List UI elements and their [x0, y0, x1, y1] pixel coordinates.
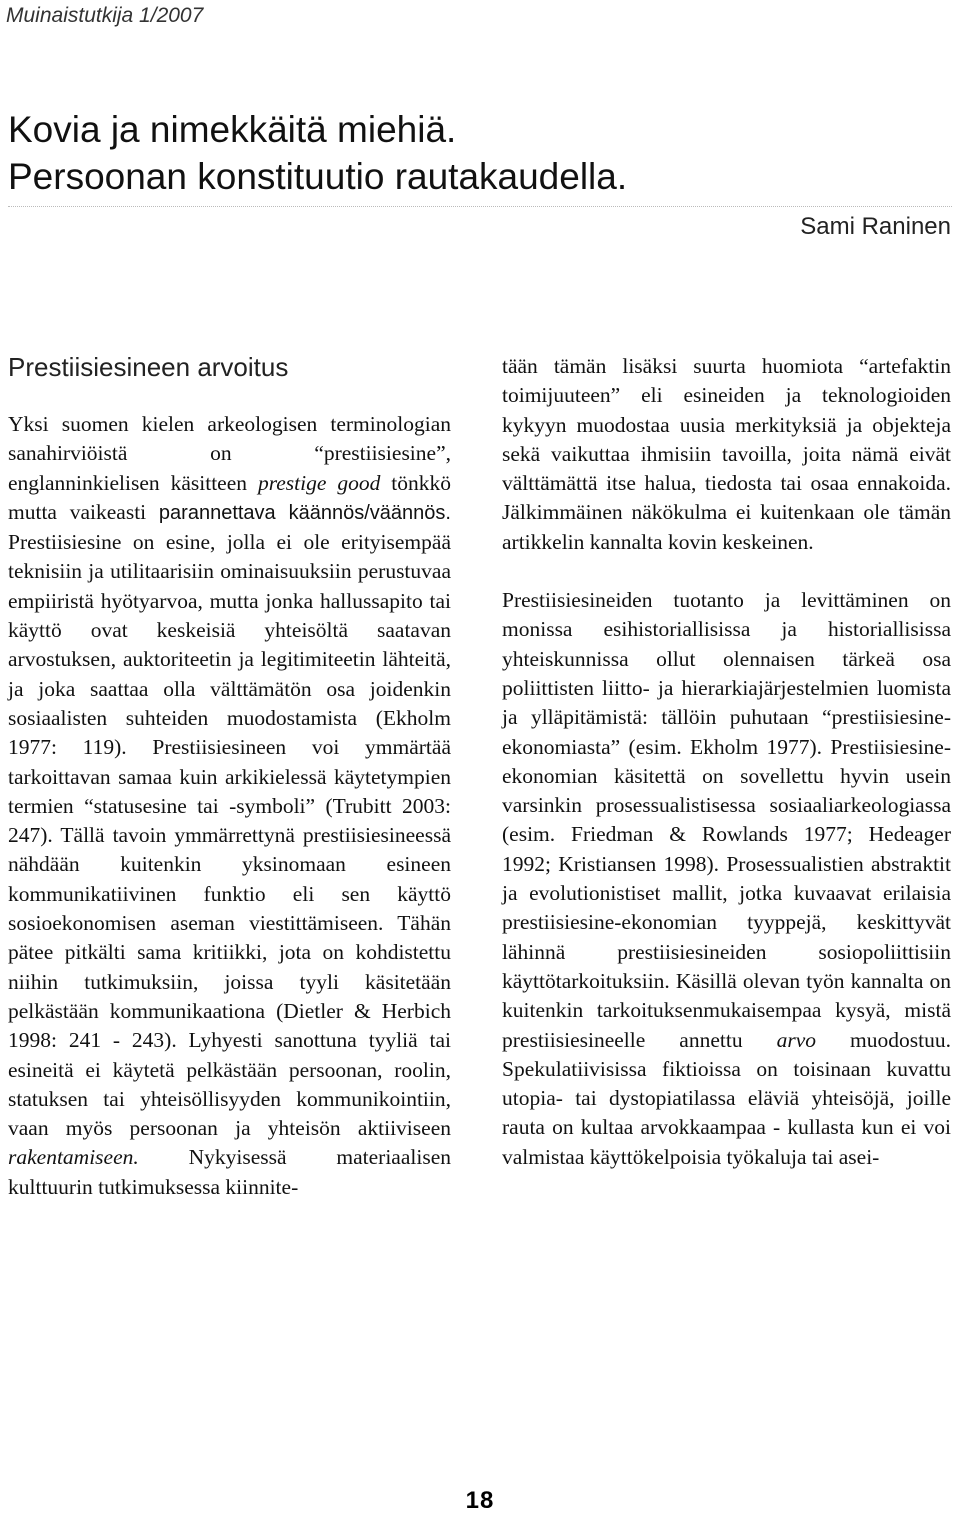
right-paragraph-1: tään tämän lisäksi suurta huomiota “artefaktin toimijuuteen” eli esineiden ja teknologioiden kykyyn muodostaa uusia merkityksiä ja objekteja sekä vaikuttaa ihmisiin tavoilla, joita nämä eivät välttämättä itse halua, tiedosta tai osaa ennakoida. Jälkimmäinen näkökulma ei kuitenkaan ole tämän artikkelin kannalta kovin keskeinen. — [502, 354, 951, 554]
text-run: tönkkö mutta vaikeasti — [8, 470, 451, 524]
text-run-sans: parannettava käännös/väännös. — [158, 501, 451, 524]
right-column — [502, 352, 951, 1172]
text-run: Prestiisiesine on esine, jolla ei ole erityisempää teknisiin ja utilitaarisiin ominaisuuksiin perustuvaa empiiristä hyötyarvoa, mutta jonka hallussapito tai käyttö ovat keskeisiä yhteisöltä saatavan arvostuksen, auktoriteetin ja legitimiteetin lähteitä, ja joka saattaa olla välttämätön osa joidenkin sosiaalisten suhteiden muodostamista (Ekholm 1977: 119). Prestiisiesineen voi ymmärtää tarkoittavan samaa kuin arkikielessä käytetympien termien “statusesine tai -symboli” (Trubitt 2003: 247). Tällä tavoin ymmärrettynä prestiisiesineessä nähdään kuitenkin yksinomaan esineen kommunikatiivinen funktio eli sen käyttö sosioekonomisen aseman viestittämiseen. Tähän pätee pitkälti sama kritiikki, jota on kohdistettu niihin tutkimuksiin, joissa tyyli käsitetään pelkästään kommunikaationa (Dietler & Herbich 1998: 241 - 243). Lyhyesti sanottuna tyyliä tai esineitä ei käytetä pelkästään persoonan, roolin, statuksen tai yhteisöllisyyden kommunikointiin, vaan myös persoonan ja yhteisön aktiiviseen — [8, 530, 451, 1141]
title-divider — [8, 206, 952, 207]
author-name: Sami Raninen — [800, 213, 951, 240]
page-number: 18 — [465, 1487, 495, 1514]
text-run: Yksi suomen kielen arkeologisen terminologian sanahirviöistä on “prestiisiesine”, englanninkielisen käsitteen — [8, 412, 451, 495]
text-run: muodostuu. Spekulatiivisissa fiktioissa on toisinaan kuvattu utopia- tai dystopiatilassa eläviä yhteisöjä, joille rauta on kultaa arvokkaampaa - kullasta kun ei voi valmistaa käyttökelpoisia työkaluja tai asei- — [502, 1027, 951, 1169]
journal-header: Muinaistutkija 1/2007 — [6, 4, 204, 27]
emphasis-arvo: arvo — [776, 1027, 817, 1052]
article-title — [8, 106, 627, 200]
title-line-1: Kovia ja nimekkäitä miehiä. — [8, 109, 457, 150]
left-column — [8, 410, 451, 1202]
title-line-2: Persoonan konstituutio rautakaudella. — [8, 156, 628, 197]
text-run: Nykyisessä materiaalisen kulttuurin tutkimuksessa kiinnite- — [8, 1145, 451, 1199]
emphasis-rakentamiseen: rakentamiseen. — [8, 1145, 139, 1170]
text-run: Prestiisiesineiden tuotanto ja levittäminen on monissa esihistoriallisissa ja historiallisissa yhteiskunnissa ollut olennaisen tärkeä osa poliittisten liitto- ja hierarkiajärjestelmien luomista ja ylläpitämistä: tällöin puhutaan “prestiisiesine-ekonomiasta” (esim. Ekholm 1977). Prestiisiesine-ekonomian käsitettä on sovellettu hyvin usein varsinkin prosessualistisessa sosiaaliarkeologiassa (esim. Friedman & Rowlands 1977; Hedeager 1992; Kristiansen 1998). Prosessualistien abstraktit ja evolutionistiset mallit, jotka kuvaavat erilaisia prestiisiesine-ekonomian tyyppejä, keskittyvät lähinnä prestiisiesineiden sosiopoliittisiin käyttötarkoituksiin. Käsillä olevan työn kannalta on kuitenkin tarkoituksenmukaisempaa kysyä, mistä prestiisiesineelle annettu — [502, 588, 951, 1052]
right-paragraph-2 — [502, 586, 951, 1172]
emphasis-prestige-good: prestige good — [257, 470, 381, 495]
section-heading: Prestiisiesineen arvoitus — [8, 352, 289, 382]
left-paragraph-1 — [8, 410, 451, 1202]
